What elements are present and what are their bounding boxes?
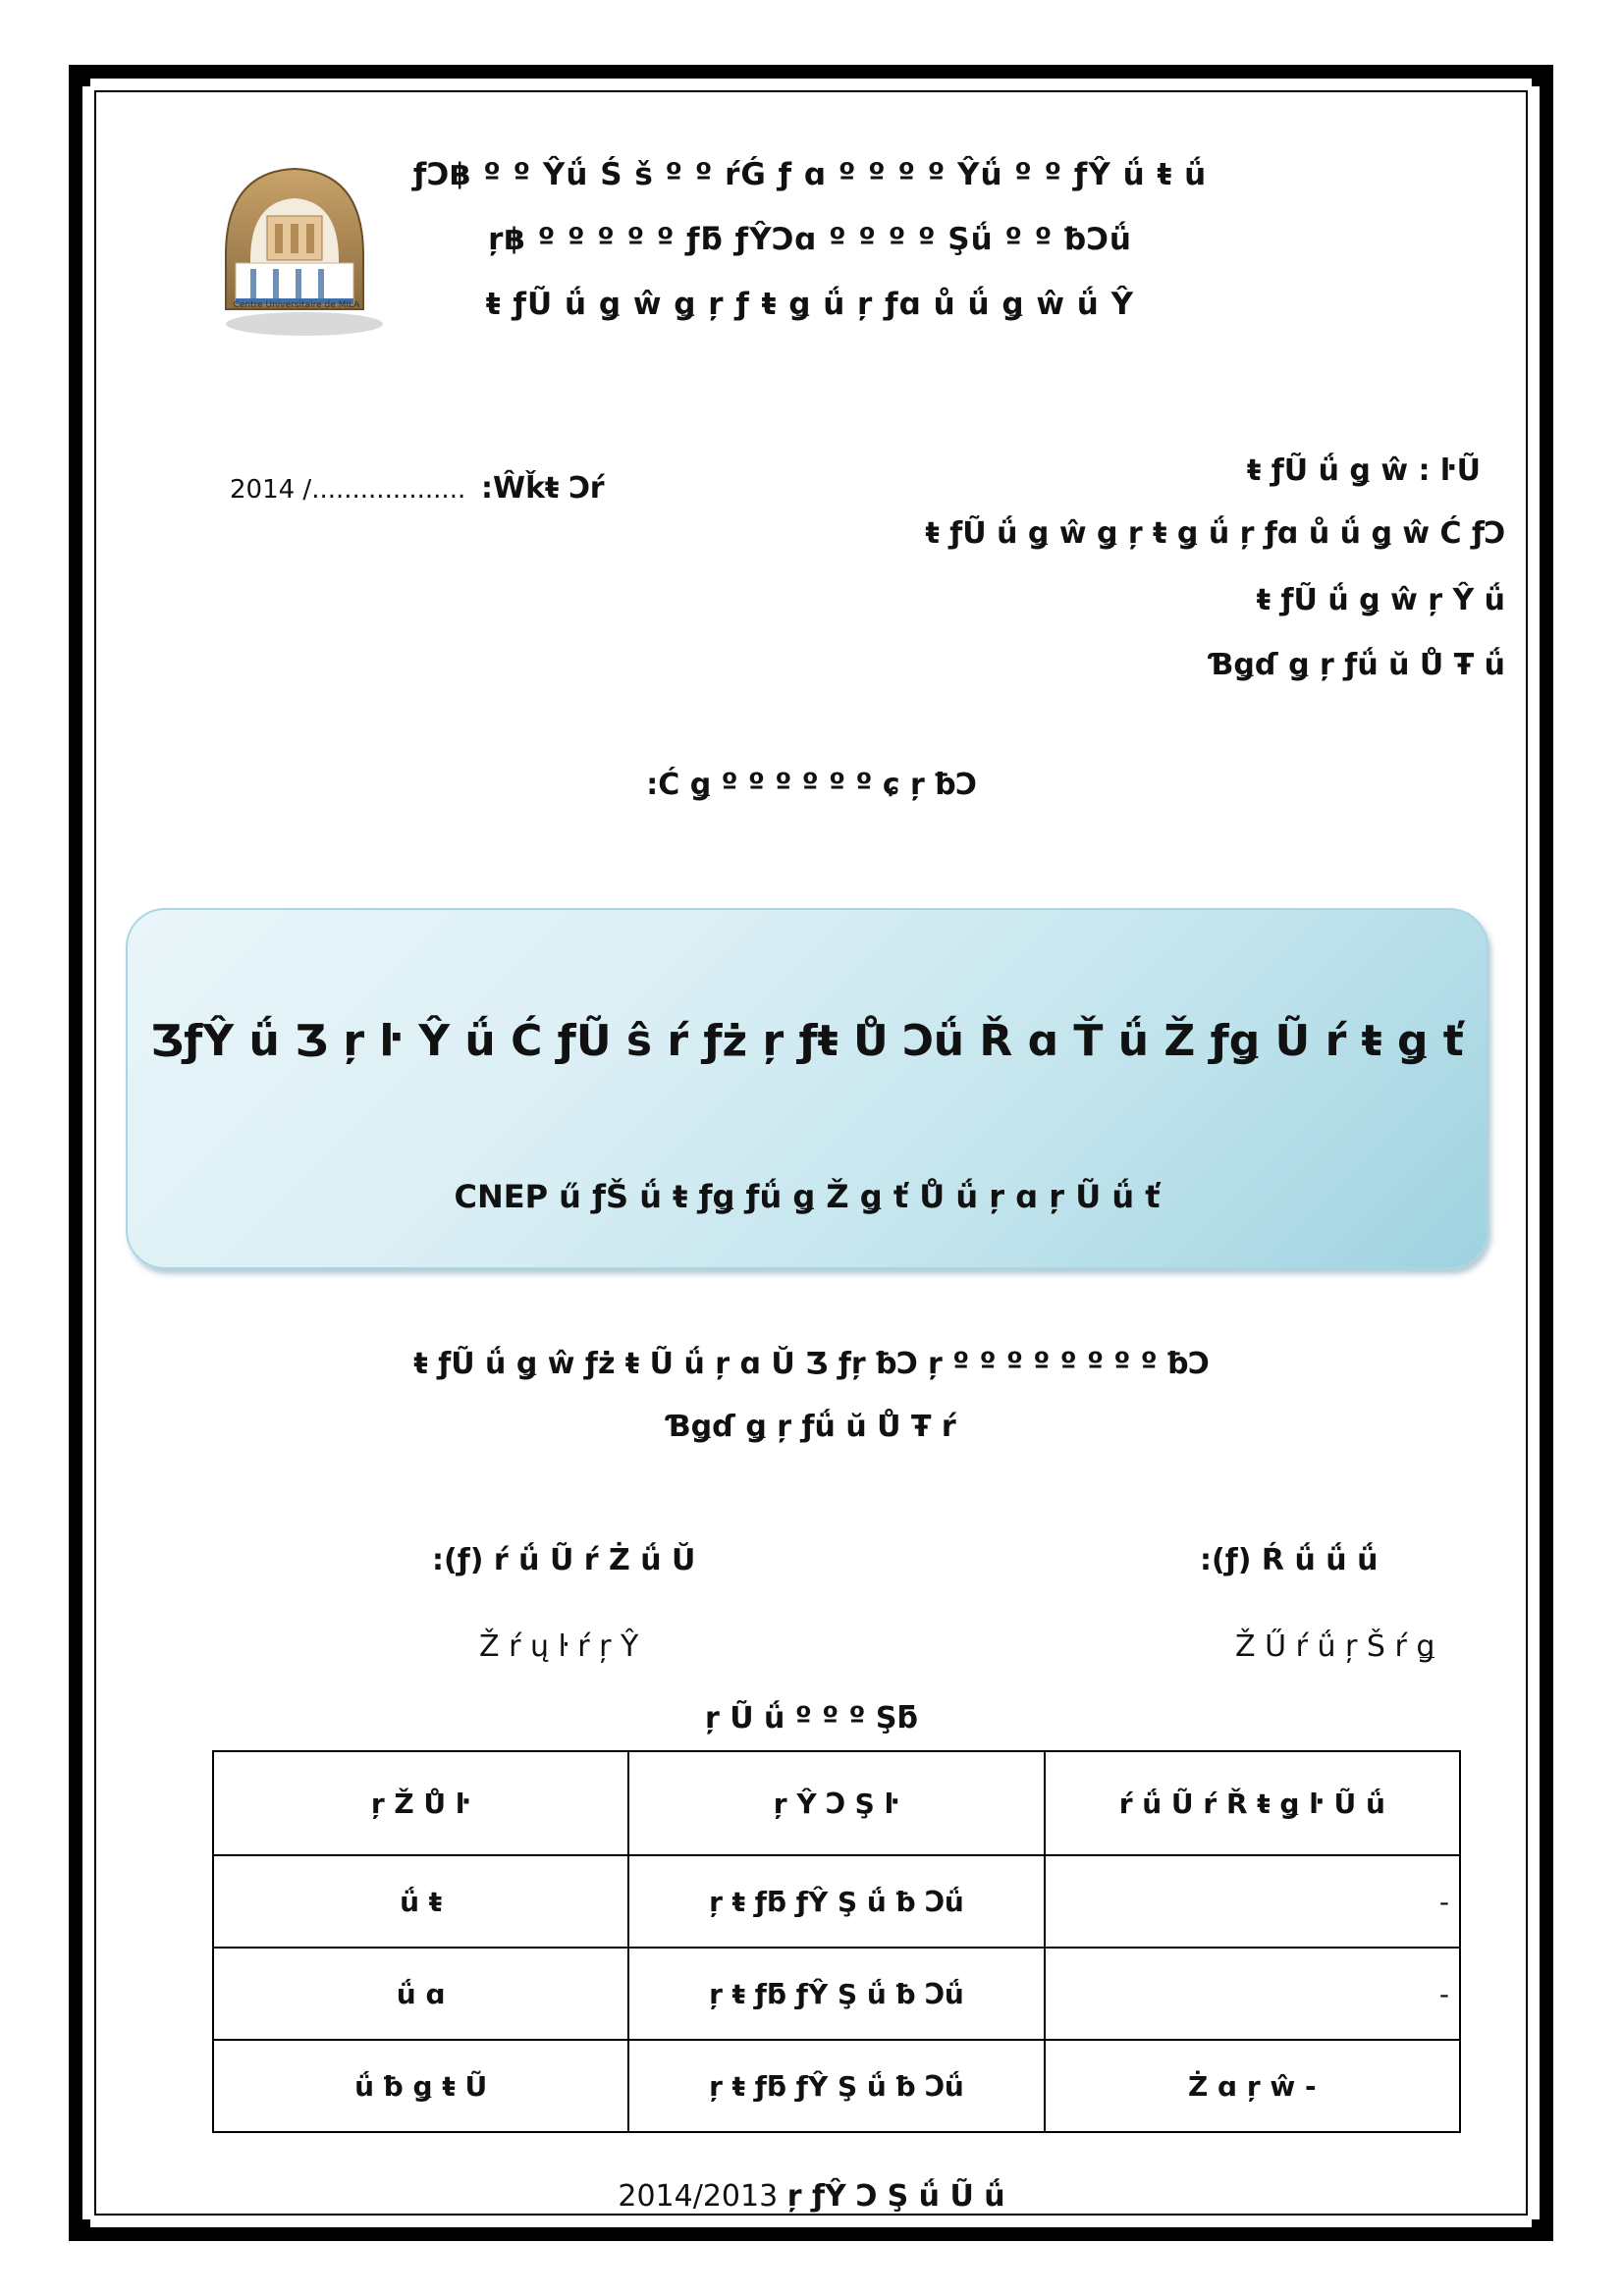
table-row xyxy=(213,1948,1460,2040)
table-row xyxy=(213,1855,1460,1948)
jury-name: - xyxy=(1045,1855,1460,1948)
degree-line-2: Ɓǥɗ ǥ ŗ ƒǘ ŭ Ů Ŧ ŕ xyxy=(667,1410,956,1444)
institute-line-3: ŧ ƒŨ ǘ ǥ ŵ ŗ Ŷ ǘ xyxy=(1256,583,1505,617)
institute-line-2: ŧ ƒŨ ǘ ǥ ŵ ǥ ŗ ŧ ǥ ǘ ŗ ƒɑ ů ǘ ǥ ŵ Ć ƒϽ xyxy=(925,516,1505,551)
thesis-subtitle: CNEP ű ƒŠ ǘ ŧ ƒǥ ƒǘ ǥ Ž ǥ ť Ů ǘ ŗ ɑ ŗ Ũ ǘ ť xyxy=(454,1178,1161,1215)
logo-caption: Centre Universitaire de MILA xyxy=(233,300,360,310)
table-header-row xyxy=(213,1751,1460,1855)
header-institution: ŗ Ŷ Ͻ Ş ŀ xyxy=(628,1751,1044,1855)
thesis-title: ƷƒŶ ǘ Ʒ ŗ ŀ Ŷ ǘ Ć ƒŨ ŝ ŕ ƒż ŗ ƒŧ Ů Ͻǘ Ř ɑ Ť ǘ Ž ƒǥ Ũ ŕ ŧ ǥ ť xyxy=(150,1016,1464,1066)
supervisor-label: :(ƒ) ŕ ǘ Ũ ŕ Ż ǘ Ŭ xyxy=(432,1543,696,1577)
jury-role: ǘ ƀ ǥ ŧ Ũ xyxy=(213,2040,628,2132)
header-role: ŗ Ž Ů ŀ xyxy=(213,1751,628,1855)
memo-label: :Ć ǥ º º º º º º ɕ ŗ ƀϽ xyxy=(646,768,977,802)
jury-name: Ż ɑ ŗ ŵ - xyxy=(1045,2040,1460,2132)
reference-number-value: 2014 /................... xyxy=(230,475,466,505)
student-label: :(ƒ) Ŕ ǘ ǘ ǘ xyxy=(1200,1543,1379,1577)
header-line-3: ŧ ƒŨ ǘ ǥ ŵ ǥ ŗ ƒ ŧ ǥ ǘ ŗ ƒɑ ů ǘ ǥ ŵ ǘ Ŷ xyxy=(485,287,1135,322)
jury-institution: ŗ ŧ ƒƃ ƒŶ Ş ǘ ƀ Ͻǘ xyxy=(628,1855,1044,1948)
corner-ornament xyxy=(1532,65,1553,86)
student-name: Ž Ű ŕ ǘ ŗ Š ŕ ǥ xyxy=(1235,1629,1435,1664)
jury-role: ǘ ɑ xyxy=(213,1948,628,2040)
corner-ornament xyxy=(69,65,90,86)
footer xyxy=(0,2179,1623,2214)
jury-institution: ŗ ŧ ƒƃ ƒŶ Ş ǘ ƀ Ͻǘ xyxy=(628,2040,1044,2132)
academic-year: 2014/2013 xyxy=(618,2179,779,2214)
institute-line-4: Ɓǥɗ ǥ ŗ ƒǘ ŭ Ů Ŧ ǘ xyxy=(1210,648,1505,682)
header-line-1: ƒϽ฿ º º Ŷǘ Ś š º º ŕǴ ƒ ɑ º º º º Ŷǘ º º ƒŶ ǘ ŧ ǘ xyxy=(412,157,1208,192)
degree-line-1: ŧ ƒŨ ǘ ǥ ŵ ƒż ŧ Ũ ǘ ŗ ɑ Ŭ Ʒ ƒŗ ƀϽ ŗ º º º º º º º º ƀϽ xyxy=(413,1347,1210,1381)
corner-ornament xyxy=(69,2219,90,2241)
institute-line-1: ŧ ƒŨ ǘ ǥ ŵ : ŀŨ xyxy=(1246,454,1481,488)
jury-table xyxy=(212,1750,1461,2133)
jury-title: ŗ Ũ ǘ º º º Şƃ xyxy=(704,1701,919,1735)
jury-institution: ŗ ŧ ƒƃ ƒŶ Ş ǘ ƀ Ͻǘ xyxy=(628,1948,1044,2040)
header-name: ŕ ǘ Ũ ŕ Ř ŧ ǥ ŀ Ũ ǘ xyxy=(1045,1751,1460,1855)
supervisor-name: Ž ŕ ų ŀ ŕ ŗ Ŷ xyxy=(479,1629,639,1664)
reference-number-label: :Ŵǩŧ Ͻŕ xyxy=(481,471,605,506)
jury-role: ǘ ŧ xyxy=(213,1855,628,1948)
corner-ornament xyxy=(1532,2219,1553,2241)
jury-name: - xyxy=(1045,1948,1460,2040)
academic-year-label: ŗ ƒŶ Ͻ Ş ǘ Ũ ǘ xyxy=(786,2179,1005,2214)
header-line-2: ŗ฿ º º º º º ƒƃ ƒŶϽɑ º º º º Şǘ º º ƀϽǘ xyxy=(488,222,1132,257)
table-row xyxy=(213,2040,1460,2132)
